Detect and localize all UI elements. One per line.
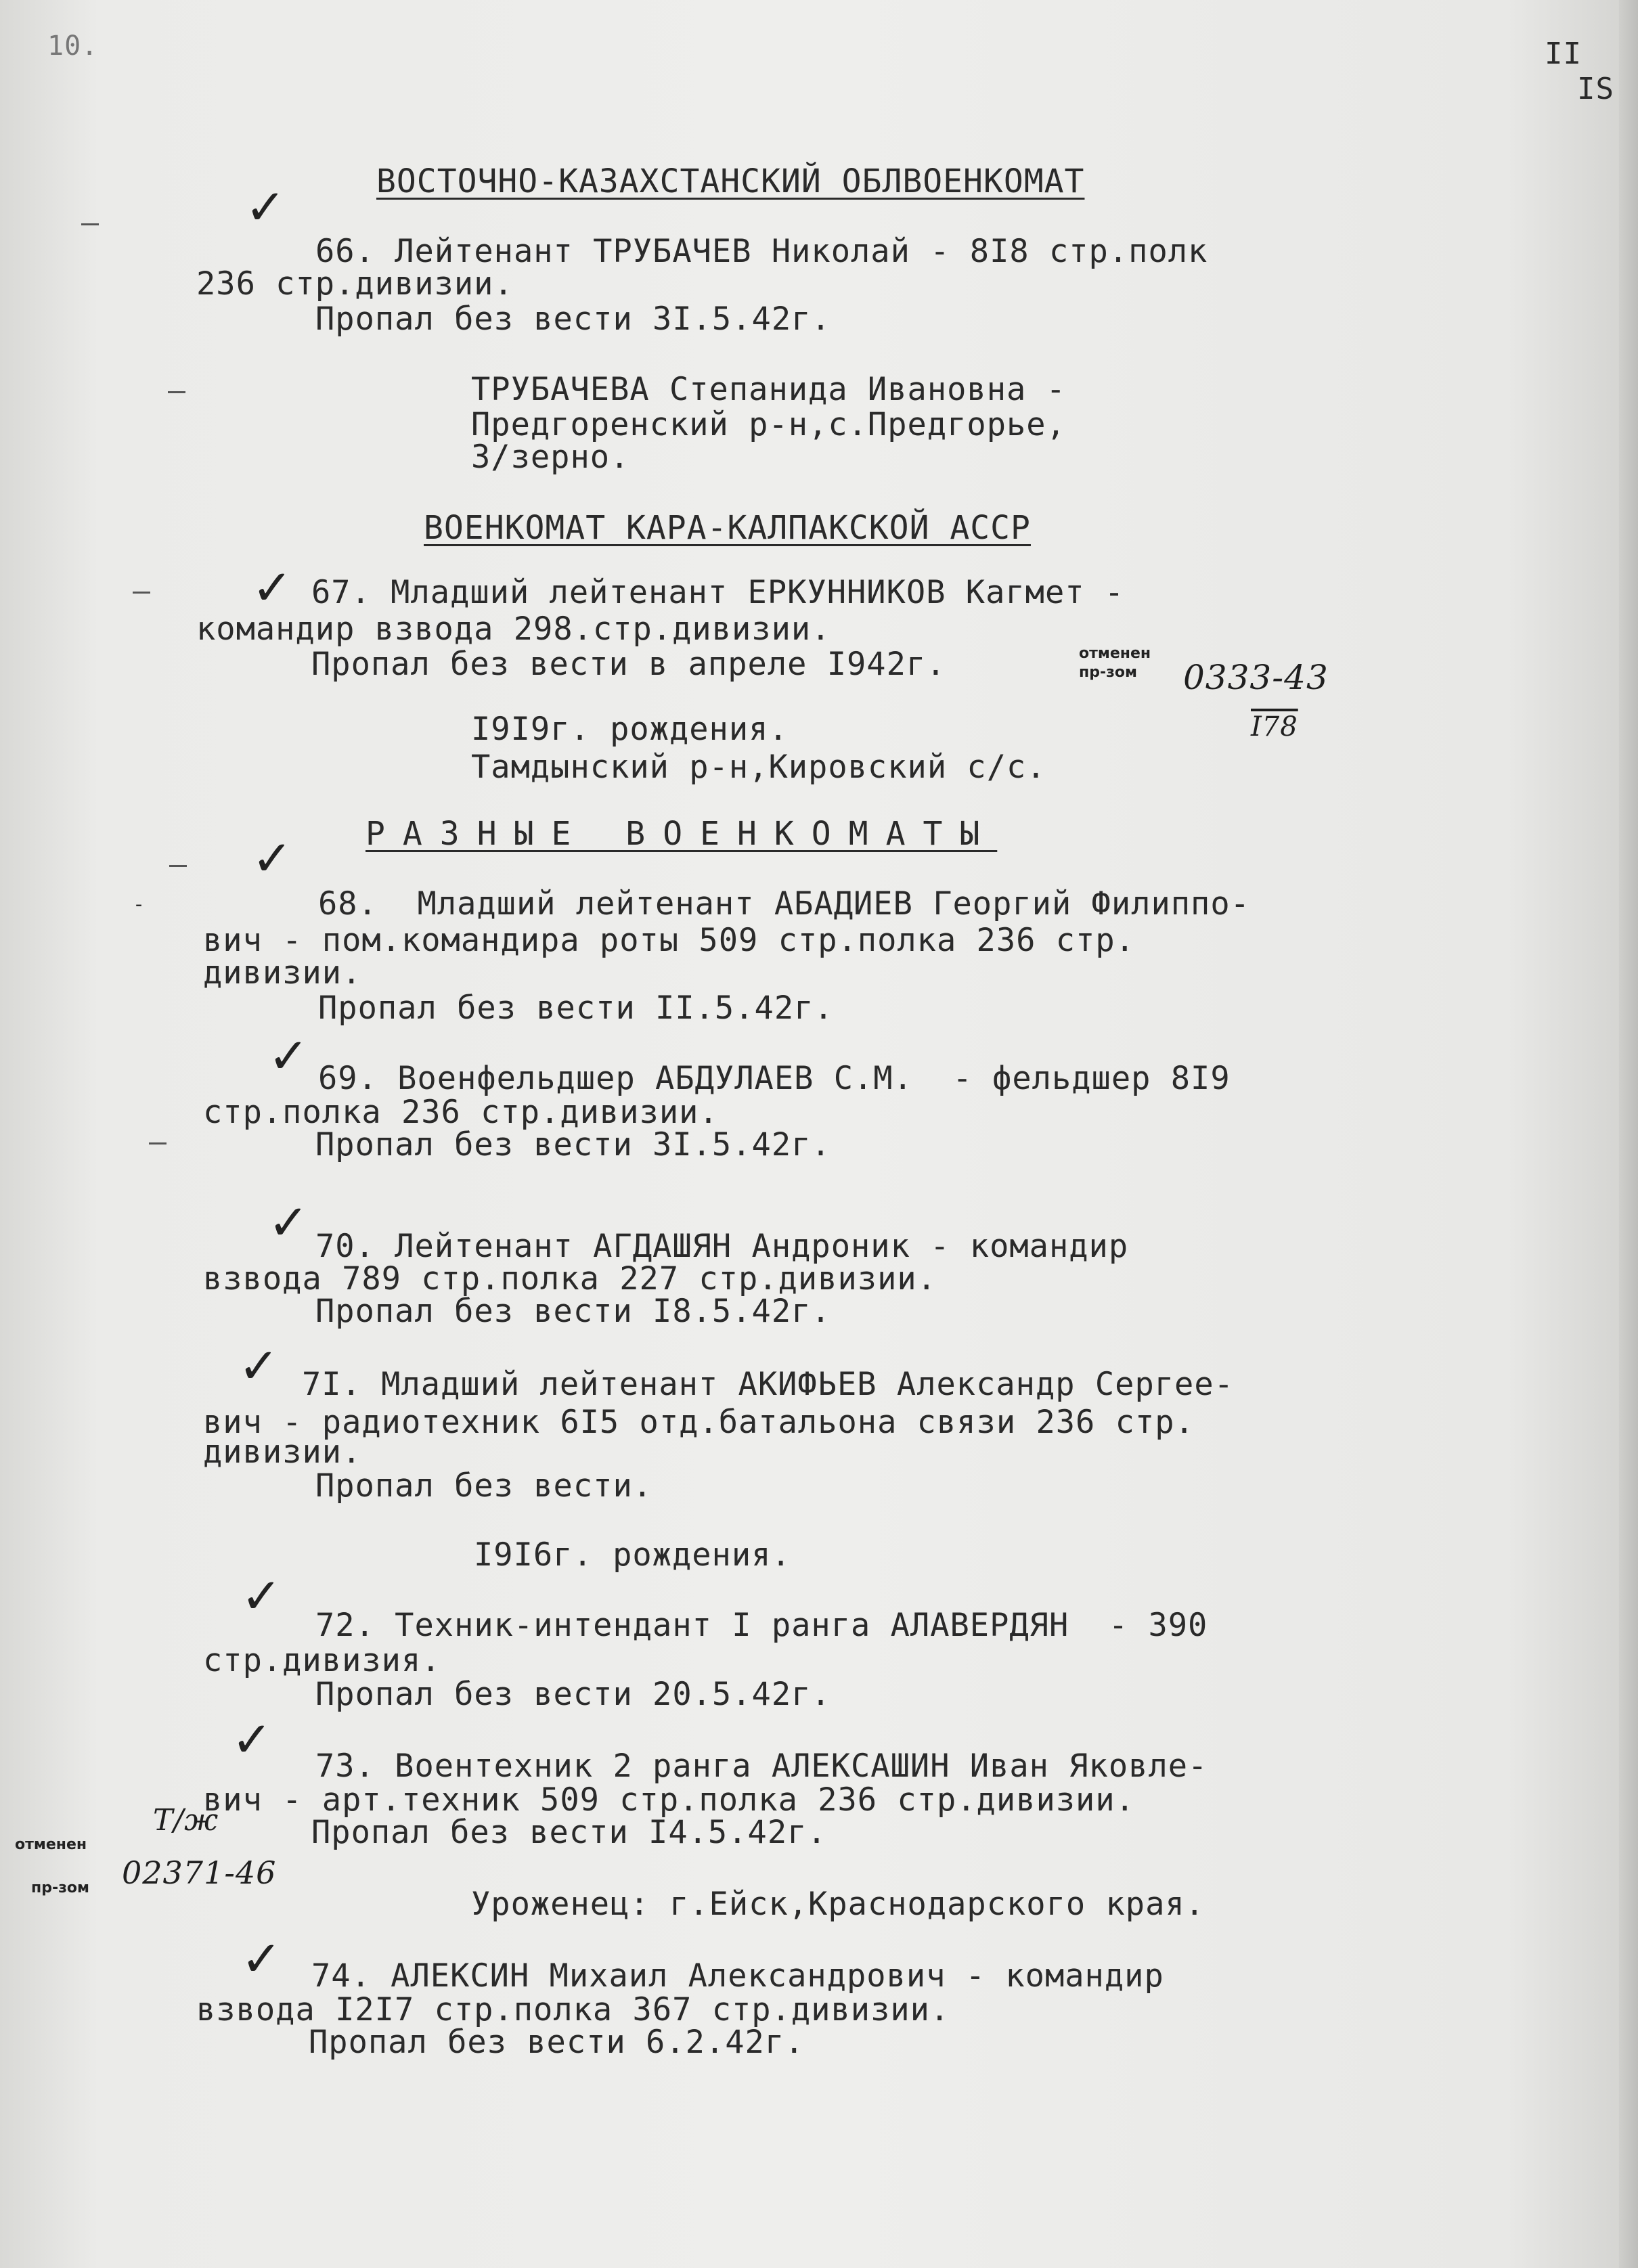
- margin-dash: [81, 223, 99, 225]
- entry-74-status: Пропал без вести 6.2.42г.: [309, 2024, 805, 2061]
- section-heading-various: РАЗНЫЕ ВОЕНКОМАТЫ: [366, 815, 998, 853]
- entry-74-line1: 74. АЛЕКСИН Михаил Александрович - командир: [311, 1957, 1164, 1995]
- margin-dash: [168, 391, 185, 393]
- entry-73-line1: 73. Воентехник 2 ранга АЛЕКСАШИН Иван Яковле-: [315, 1748, 1208, 1785]
- check-mark-73: ✓: [231, 1711, 273, 1768]
- entry-68-line3: дивизии.: [203, 954, 362, 992]
- page-edge-shadow: [1619, 0, 1638, 2268]
- margin-dash-text: -: [133, 893, 146, 916]
- corner-mark-left: 10.: [47, 30, 99, 62]
- entry-68-status: Пропал без вести II.5.42г.: [318, 990, 834, 1027]
- check-mark-72: ✓: [241, 1567, 282, 1624]
- entry-69-line2: стр.полка 236 стр.дивизии.: [203, 1094, 719, 1131]
- entry-69-line1: 69. Военфельдшер АБДУЛАЕВ С.М. - фельдшер 8I9: [318, 1060, 1231, 1097]
- check-mark-69: ✓: [268, 1027, 309, 1084]
- entry-69-status: Пропал без вести 3I.5.42г.: [315, 1126, 831, 1163]
- check-mark-68: ✓: [252, 830, 293, 887]
- section-heading-east-kazakhstan: ВОСТОЧНО-КАЗАХСТАНСКИЙ ОБЛВОЕНКОМАТ: [376, 162, 1085, 200]
- entry-66-status: Пропал без вести 3I.5.42г.: [315, 301, 831, 338]
- entry-71-status: Пропал без вести.: [315, 1467, 653, 1505]
- entry-71-birth: I9I6г. рождения.: [474, 1536, 791, 1574]
- check-mark-67: ✓: [252, 559, 293, 616]
- entry-67-line2: командир взвода 298.стр.дивизии.: [196, 610, 831, 648]
- entry-72-line1: 72. Техник-интендант I ранга АЛАВЕРДЯН - 390: [315, 1607, 1208, 1644]
- handwritten-order-number-67: 0333-43: [1183, 658, 1329, 697]
- check-mark-71: ✓: [238, 1337, 280, 1394]
- section-heading-kara-kalpak: ВОЕНКОМАТ КАРА-КАЛПАКСКОЙ АССР: [424, 509, 1031, 547]
- entry-72-status: Пропал без вести 20.5.42г.: [315, 1676, 831, 1713]
- corner-mark-right-1: II: [1545, 37, 1582, 71]
- check-mark-74: ✓: [241, 1930, 282, 1987]
- entry-73-status: Пропал без вести I4.5.42г.: [311, 1814, 827, 1851]
- entry-70-line2: взвода 789 стр.полка 227 стр.дивизии.: [203, 1260, 937, 1297]
- handwritten-order-number-73: 02371-46: [122, 1854, 277, 1891]
- entry-73-origin: Уроженец: г.Ейск,Краснодарского края.: [471, 1886, 1205, 1923]
- check-mark-66: ✓: [245, 179, 286, 236]
- entry-71-line2: вич - радиотехник 6I5 отд.батальона связи 236 стр.: [203, 1404, 1195, 1441]
- entry-67-birth: I9I9г. рождения.: [471, 711, 789, 748]
- entry-67-line1: 67. Младший лейтенант ЕРКУННИКОВ Кагмет -: [311, 574, 1125, 611]
- entry-70-status: Пропал без вести I8.5.42г.: [315, 1293, 831, 1330]
- entry-67-status: Пропал без вести в апреле I942г.: [311, 646, 946, 683]
- entry-68-line1: 68. Младший лейтенант АБАДИЕВ Георгий Филиппо-: [318, 885, 1250, 922]
- handwritten-sign-67: I78: [1251, 711, 1298, 742]
- entry-72-line2: стр.дивизия.: [203, 1642, 441, 1679]
- handwritten-sign-73: Т/ж: [153, 1803, 219, 1838]
- margin-dash: [169, 865, 187, 867]
- entry-74-line2: взвода I2I7 стр.полка 367 стр.дивизии.: [196, 1991, 950, 2028]
- entry-68-line2: вич - пом.командира роты 509 стр.полка 236 стр.: [203, 922, 1135, 959]
- entry-66-line2: 236 стр.дивизии.: [196, 265, 514, 303]
- entry-71-line1: 7I. Младший лейтенант АКИФЬЕВ Александр Сергее-: [302, 1366, 1234, 1403]
- entry-70-line1: 70. Лейтенант АГДАШЯН Андроник - командир: [315, 1228, 1129, 1265]
- entry-67-place: Тамдынский р-н,Кировский с/с.: [471, 749, 1046, 786]
- entry-66-relative-1: ТРУБАЧЕВА Степанида Ивановна -: [471, 371, 1066, 408]
- margin-dash: [149, 1142, 167, 1144]
- stamp-word-cancelled: отменен: [1079, 645, 1151, 662]
- margin-dash: [133, 592, 150, 594]
- corner-mark-right-2: IS: [1577, 72, 1614, 106]
- stamp-word-order: пр-зом: [1079, 663, 1137, 681]
- entry-66-relative-2: Предгоренский р-н,с.Предгорье,: [471, 406, 1066, 443]
- cancel-stamp-67: [1079, 644, 1151, 682]
- cancel-stamp-73-word: отменен: [15, 1836, 87, 1853]
- entry-73-line2: вич - арт.техник 509 стр.полка 236 стр.дивизии.: [203, 1781, 1135, 1819]
- entry-71-line3: дивизии.: [203, 1433, 362, 1471]
- check-mark-70: ✓: [268, 1194, 309, 1251]
- entry-66-line1: 66. Лейтенант ТРУБАЧЕВ Николай - 8I8 стр.полк: [315, 233, 1208, 270]
- cancel-stamp-73-order: пр-зом: [31, 1880, 89, 1896]
- entry-66-relative-3: З/зерно.: [471, 439, 630, 476]
